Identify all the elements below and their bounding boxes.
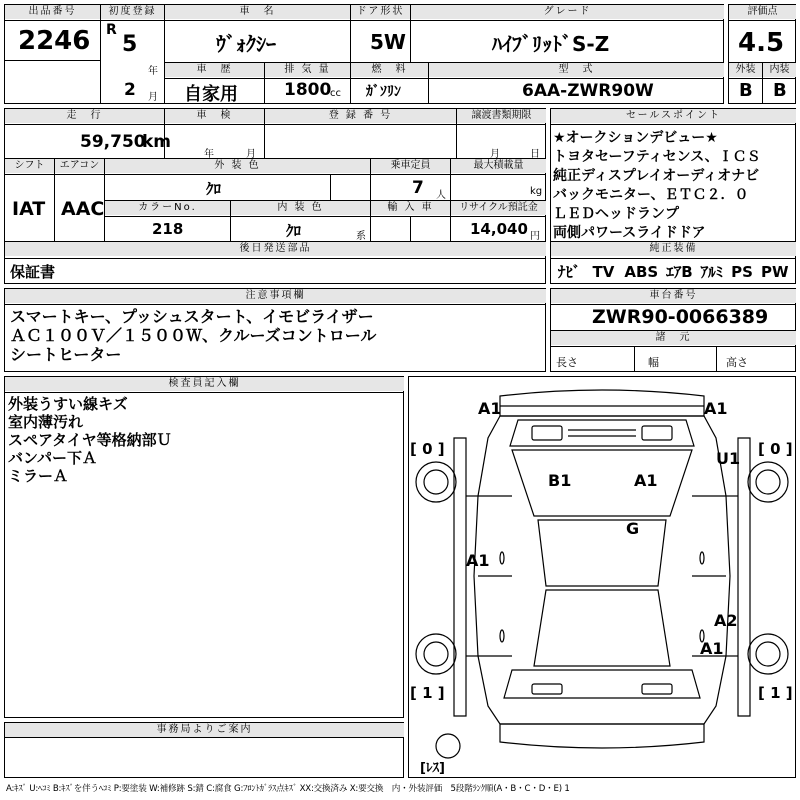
- header-first-reg: 初度登録: [101, 5, 164, 19]
- displacement-value: 1800: [284, 80, 332, 100]
- equipment-item: ABS: [624, 263, 659, 281]
- header-inspector: 検査員記入欄: [5, 377, 404, 391]
- tire-depth: [ 0 ]: [410, 440, 445, 458]
- sales-point: 両側パワースライドドア: [553, 225, 706, 241]
- damage-mark: B1: [548, 471, 572, 490]
- header-chassis: 車台番号: [551, 289, 796, 303]
- dim-height-label: 高さ: [726, 356, 748, 369]
- header-shift: シフト: [5, 159, 54, 173]
- first-reg-month: 2: [124, 80, 136, 100]
- front-bumper: [500, 390, 704, 416]
- mileage-value: 59,750: [80, 132, 146, 152]
- header-equipment: 純正装備: [551, 242, 796, 256]
- int-color-value: ｸﾛ: [286, 222, 302, 240]
- ac-value: AAC: [61, 198, 105, 220]
- header-office: 事務局よりご案内: [5, 723, 404, 737]
- spare-tire: [436, 734, 460, 758]
- cc-unit: cc: [330, 88, 341, 99]
- hood: [510, 420, 694, 446]
- grade-value: ﾊｲﾌﾞﾘｯﾄﾞS-Z: [492, 32, 610, 56]
- header-later-parts: 後日発送部品: [5, 242, 546, 256]
- transfer-day-unit: 日: [530, 149, 540, 160]
- equipment-item: PS: [731, 263, 753, 281]
- dim-length-label: 長さ: [556, 356, 578, 369]
- score-value: 4.5: [738, 28, 785, 58]
- sales-point: 純正ディスプレイオーディオナビ: [553, 168, 760, 184]
- header-int-grade: 内装: [763, 63, 796, 77]
- header-int-color: 内 装 色: [231, 201, 370, 215]
- inspector-note: バンパー下Ａ: [8, 449, 97, 467]
- inspection-year-unit: 年: [204, 149, 214, 160]
- legend: A:ｷｽﾞ U:ﾍｺﾐ B:ｷｽﾞを伴うﾍｺﾐ P:要塗装 W:補修跡 S:錆 C:腐食 G:ﾌﾛﾝﾄｶﾞﾗｽ点ｷｽﾞ XX:交換済み X:要交換 内・外装評価 5段階ﾗﾝｸ順(A・B・C・D・E) 1: [6, 784, 570, 794]
- header-score: 評価点: [729, 5, 796, 19]
- equipment-item: PW: [760, 263, 789, 281]
- header-door: ドア形状: [351, 5, 410, 19]
- transfer-month-unit: 月: [490, 149, 500, 160]
- first-reg-year: 5: [122, 32, 138, 57]
- load-unit: kg: [530, 186, 543, 197]
- era: R: [106, 22, 117, 38]
- sales-point: トヨタセーフティセンス、ＩＣＳ: [553, 149, 761, 165]
- header-car-name: 車 名: [165, 5, 350, 19]
- note-line: スマートキー、プッシュスタート、イモビライザー: [10, 307, 374, 326]
- dim-width-label: 幅: [648, 356, 659, 369]
- door-type: 5W: [370, 30, 406, 54]
- header-reg-no: 登 録 番 号: [265, 109, 456, 123]
- car-diagram: [408, 376, 796, 778]
- car-body: [474, 416, 730, 724]
- inspector-note: 外装うすい線キズ: [8, 395, 128, 413]
- equipment-item: ﾅﾋﾞ: [558, 263, 581, 281]
- header-import: 輸 入 車: [371, 201, 450, 215]
- later-parts-value: 保証書: [10, 263, 56, 281]
- damage-mark: A1: [478, 399, 502, 418]
- damage-mark: U1: [716, 449, 741, 468]
- sales-points-list: [553, 129, 761, 243]
- header-max-load: 最大積載量: [451, 159, 546, 173]
- color-no-value: 218: [152, 220, 184, 238]
- int-grade-value: B: [773, 80, 787, 101]
- year-unit: 年: [148, 66, 158, 77]
- recycle-unit: 円: [530, 231, 540, 242]
- damage-mark: A1: [634, 471, 658, 490]
- header-lot-no: 出品番号: [5, 5, 100, 19]
- note-line: ＡＣ１００Ｖ／１５００Ｗ、クルーズコントロール: [10, 326, 377, 345]
- damage-mark: A1: [700, 639, 724, 658]
- damage-mark: A1: [466, 551, 490, 570]
- month-unit: 月: [148, 92, 158, 103]
- header-mileage: 走 行: [5, 109, 164, 123]
- damage-mark: G: [626, 519, 640, 538]
- ext-color-value: ｸﾛ: [206, 180, 222, 198]
- lot-number: 2246: [18, 26, 91, 56]
- rear-bumper: [500, 724, 704, 748]
- sales-point: バックモニター、ＥＴＣ２．０: [553, 187, 749, 203]
- ext-grade-value: B: [739, 80, 753, 101]
- int-color-unit: 系: [356, 231, 366, 242]
- header-ac: エアコン: [55, 159, 104, 173]
- history-value: 自家用: [184, 84, 238, 105]
- chassis-value: ZWR90-0066389: [592, 306, 769, 328]
- sales-point: ＬＥＤヘッドランプ: [553, 206, 679, 222]
- header-transfer: 譲渡書類期限: [457, 109, 546, 123]
- windshield: [512, 450, 692, 516]
- header-color-no: カラーNo.: [105, 201, 230, 215]
- shift-value: IAT: [12, 198, 46, 220]
- wheel-front-left: [416, 462, 456, 502]
- sales-point: ★オークションデビュー★: [553, 130, 718, 146]
- fuel-value: ｶﾞｿﾘﾝ: [366, 84, 401, 100]
- header-grade: グレード: [411, 5, 724, 19]
- header-displacement: 排 気 量: [265, 63, 350, 77]
- equipment-item: ｴｱB: [666, 263, 693, 281]
- capacity-value: 7: [412, 178, 424, 198]
- capacity-unit: 人: [436, 190, 446, 201]
- recycle-value: 14,040: [470, 220, 528, 238]
- wheel-front-right: [748, 462, 788, 502]
- wheel-rear-right: [748, 634, 788, 674]
- tire-depth: [ 0 ]: [758, 440, 793, 458]
- inspector-note: スペアタイヤ等格納部Ｕ: [8, 431, 172, 449]
- equipment-list: [558, 261, 789, 282]
- note-line: シートヒーター: [10, 345, 122, 364]
- equipment-item: TV: [592, 263, 615, 281]
- car-name: ｳﾞｫｸｼｰ: [216, 32, 276, 56]
- equipment-item: ｱﾙﾐ: [700, 263, 724, 281]
- header-inspection: 車 検: [165, 109, 264, 123]
- tire-depth: [ 1 ]: [758, 684, 793, 702]
- header-dimensions: 諸 元: [551, 331, 796, 345]
- header-history: 車 歴: [165, 63, 264, 77]
- inspector-notes-list: [8, 395, 172, 485]
- header-ext-grade: 外装: [729, 63, 762, 77]
- header-model: 型 式: [429, 63, 724, 77]
- header-notes: 注意事項欄: [5, 289, 546, 303]
- inspection-month-unit: 月: [246, 149, 256, 160]
- wheel-rear-left: [416, 634, 456, 674]
- header-fuel: 燃 料: [351, 63, 428, 77]
- tire-depth: [ﾚｽ]: [420, 761, 445, 776]
- notes-list: [10, 307, 376, 364]
- header-recycle: リサイクル預託金: [451, 201, 546, 215]
- inspector-note: 室内薄汚れ: [8, 413, 84, 431]
- model-value: 6AA-ZWR90W: [522, 81, 654, 101]
- damage-mark: A2: [714, 611, 738, 630]
- header-ext-color: 外 装 色: [105, 159, 370, 173]
- tire-depth: [ 1 ]: [410, 684, 445, 702]
- header-sales-points: セールスポイント: [551, 109, 796, 123]
- mileage-unit: km: [142, 132, 172, 152]
- roof: [538, 520, 666, 586]
- damage-mark: A1: [704, 399, 728, 418]
- rear-glass: [534, 590, 670, 666]
- header-capacity: 乗車定員: [371, 159, 450, 173]
- inspector-note: ミラーＡ: [8, 467, 69, 485]
